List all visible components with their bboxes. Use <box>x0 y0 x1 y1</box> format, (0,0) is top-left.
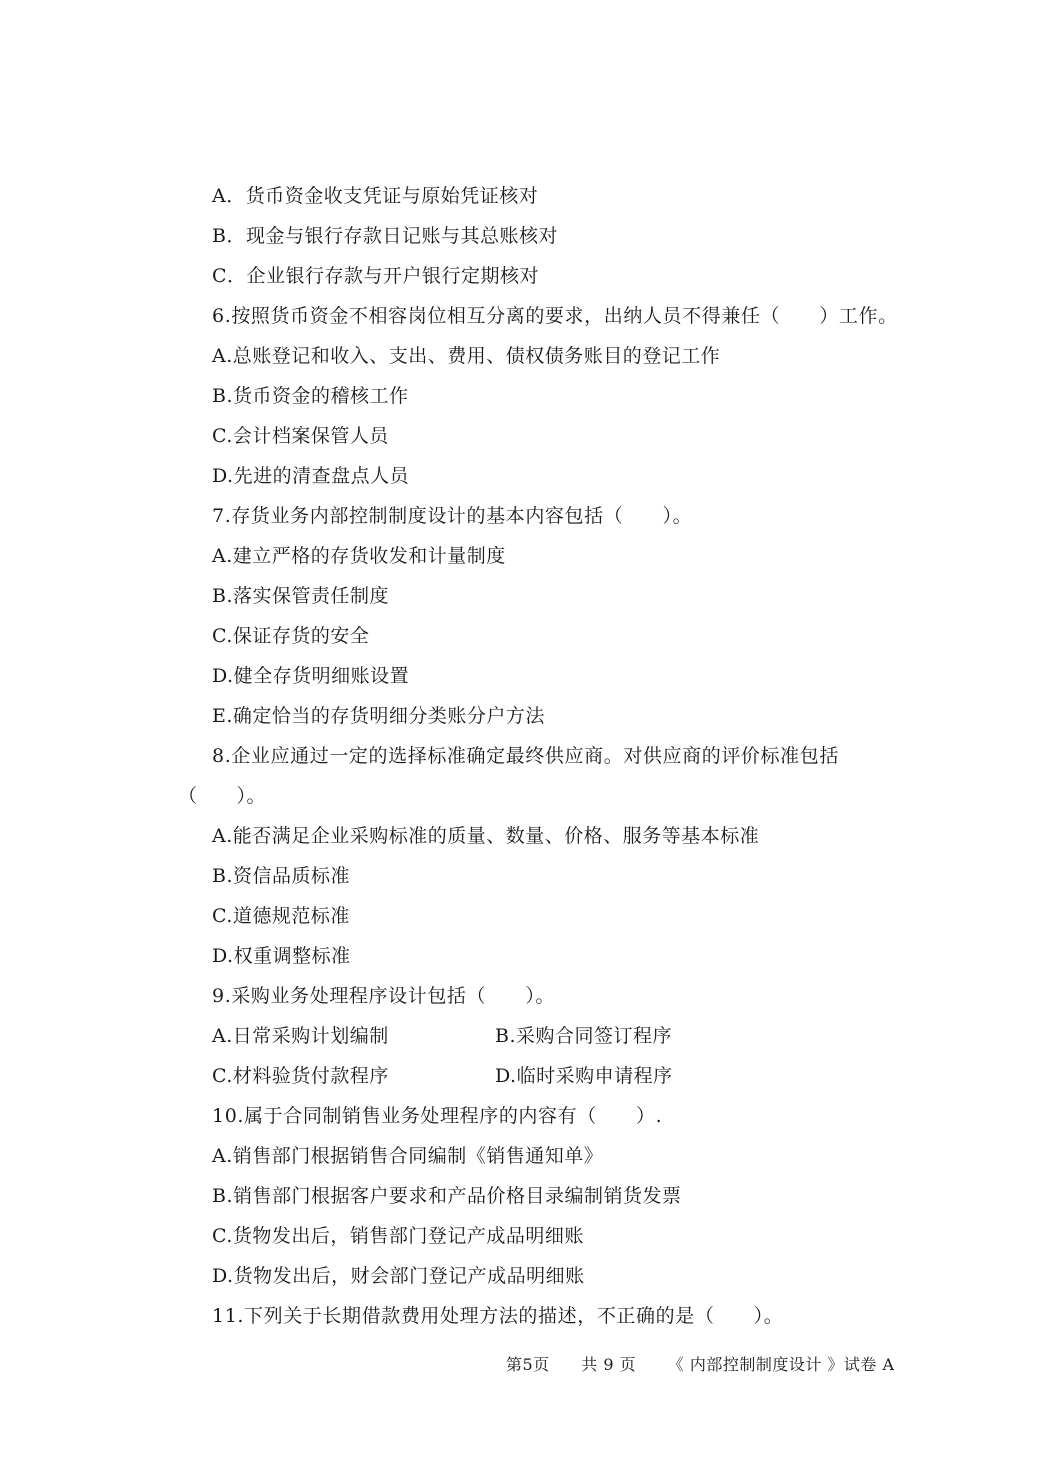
option-line: A.销售部门根据销售合同编制《销售通知单》 <box>212 1145 604 1167</box>
option-line: C.保证存货的安全 <box>212 625 370 647</box>
option-line: D.健全存货明细账设置 <box>212 665 410 687</box>
option-line: C.货物发出后，销售部门登记产成品明细账 <box>212 1225 584 1247</box>
option-row <box>178 1056 938 1096</box>
question-7: 7.存货业务内部控制制度设计的基本内容包括（ ）。 <box>212 505 693 527</box>
question-8-continuation: （ ）。 <box>178 785 267 807</box>
option-d: D.临时采购申请程序 <box>495 1065 673 1087</box>
option-line: B．现金与银行存款日记账与其总账核对 <box>212 225 558 247</box>
option-line: B.落实保管责任制度 <box>212 585 390 607</box>
option-row <box>178 1016 938 1056</box>
option-line: D.权重调整标准 <box>212 945 351 967</box>
option-line: C.会计档案保管人员 <box>212 425 389 447</box>
page-total: 共 9 页 <box>581 1355 637 1374</box>
question-content <box>178 176 938 1336</box>
option-line: D.货物发出后，财会部门登记产成品明细账 <box>212 1265 585 1287</box>
question-10: 10.属于合同制销售业务处理程序的内容有（ ）. <box>212 1105 663 1127</box>
option-line: B.销售部门根据客户要求和产品价格目录编制销货发票 <box>212 1185 682 1207</box>
option-line: C．企业银行存款与开户银行定期核对 <box>212 265 540 287</box>
option-line: B.资信品质标准 <box>212 865 351 887</box>
option-line: A.能否满足企业采购标准的质量、数量、价格、服务等基本标准 <box>212 825 760 847</box>
question-8: 8.企业应通过一定的选择标准确定最终供应商。对供应商的评价标准包括 <box>212 745 839 767</box>
question-11: 11.下列关于长期借款费用处理方法的描述，不正确的是（ ）。 <box>212 1305 784 1327</box>
option-b: B.采购合同签订程序 <box>495 1025 673 1047</box>
question-6: 6.按照货币资金不相容岗位相互分离的要求，出纳人员不得兼任（ ）工作。 <box>212 305 898 327</box>
option-line: D.先进的清查盘点人员 <box>212 465 410 487</box>
option-c: C.材料验货付款程序 <box>212 1065 389 1087</box>
option-line: B.货币资金的稽核工作 <box>212 385 409 407</box>
page-footer <box>506 1352 921 1375</box>
option-line: C.道德规范标准 <box>212 905 350 927</box>
question-9: 9.采购业务处理程序设计包括（ ）。 <box>212 985 556 1007</box>
option-a: A.日常采购计划编制 <box>212 1025 389 1047</box>
exam-title: 《 内部控制制度设计 》试卷 A <box>667 1355 895 1374</box>
option-line: E.确定恰当的存货明细分类账分户方法 <box>212 705 545 727</box>
page-number: 第5页 <box>506 1355 550 1374</box>
option-line: A.建立严格的存货收发和计量制度 <box>212 545 506 567</box>
option-line: A.总账登记和收入、支出、费用、债权债务账目的登记工作 <box>212 345 721 367</box>
option-line: A．货币资金收支凭证与原始凭证核对 <box>212 185 539 207</box>
